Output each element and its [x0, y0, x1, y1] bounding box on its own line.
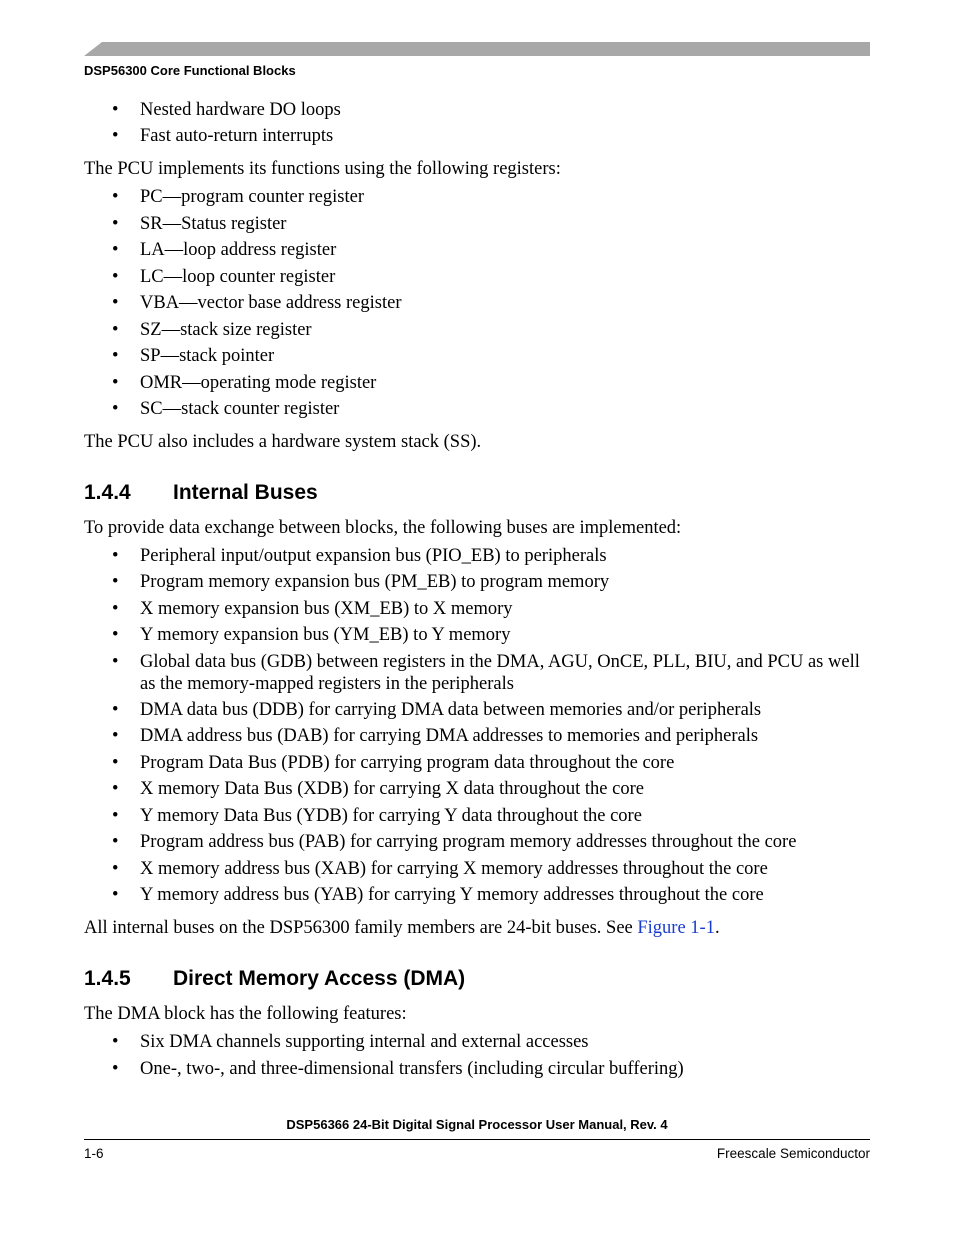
- section-title: Internal Buses: [173, 481, 318, 504]
- bullet-icon: •: [112, 1059, 119, 1079]
- section-title: Direct Memory Access (DMA): [173, 967, 466, 990]
- header-bar: [84, 42, 870, 56]
- bullet-icon: •: [112, 320, 119, 340]
- bullet-icon: •: [112, 779, 119, 799]
- bullet-icon: •: [112, 859, 119, 879]
- paragraph-buses-intro: To provide data exchange between blocks, the following buses are implemented:: [84, 518, 682, 538]
- page-number: 1-6: [84, 1146, 104, 1161]
- bullet-icon: •: [112, 546, 119, 566]
- footer-manual-title: DSP56366 24-Bit Digital Signal Processor User Manual, Rev. 4: [286, 1117, 668, 1132]
- footer-company: Freescale Semiconductor: [716, 1146, 870, 1161]
- bullet-icon: •: [112, 753, 119, 773]
- bullet-icon: •: [112, 373, 119, 393]
- bullet-icon: •: [112, 726, 119, 746]
- footer-divider: [84, 1139, 870, 1140]
- bullet-icon: •: [112, 240, 119, 260]
- bullet-icon: •: [112, 572, 119, 592]
- bullet-icon: •: [112, 625, 119, 645]
- bullet-icon: •: [112, 100, 119, 120]
- bullet-icon: •: [112, 885, 119, 905]
- bullet-icon: •: [112, 806, 119, 826]
- bullet-icon: •: [112, 346, 119, 366]
- paragraph-dma-intro: The DMA block has the following features:: [84, 1004, 407, 1024]
- section-number: 1.4.5: [84, 967, 131, 990]
- bullet-icon: •: [112, 1032, 119, 1052]
- bullet-icon: •: [112, 599, 119, 619]
- figure-link[interactable]: Figure 1-1: [637, 918, 715, 938]
- bullet-icon: •: [112, 214, 119, 234]
- bullet-icon: •: [112, 187, 119, 207]
- paragraph-registers-intro: The PCU implements its functions using the following registers:: [84, 159, 561, 179]
- bullet-icon: •: [112, 652, 119, 672]
- bullet-icon: •: [112, 700, 119, 720]
- section-heading-dma: [84, 967, 465, 991]
- bullet-icon: •: [112, 267, 119, 287]
- paragraph-system-stack: The PCU also includes a hardware system stack (SS).: [84, 432, 482, 452]
- bullet-icon: •: [112, 399, 119, 419]
- section-number: 1.4.4: [84, 481, 131, 504]
- bullet-icon: •: [112, 293, 119, 313]
- bullet-icon: •: [112, 832, 119, 852]
- running-header-title: DSP56300 Core Functional Blocks: [84, 63, 296, 78]
- section-heading-internal-buses: [84, 481, 318, 505]
- bullet-icon: •: [112, 126, 119, 146]
- paragraph-bus-width: All internal buses on the DSP56300 family members are 24-bit buses. See Figure 1-1.: [84, 918, 720, 938]
